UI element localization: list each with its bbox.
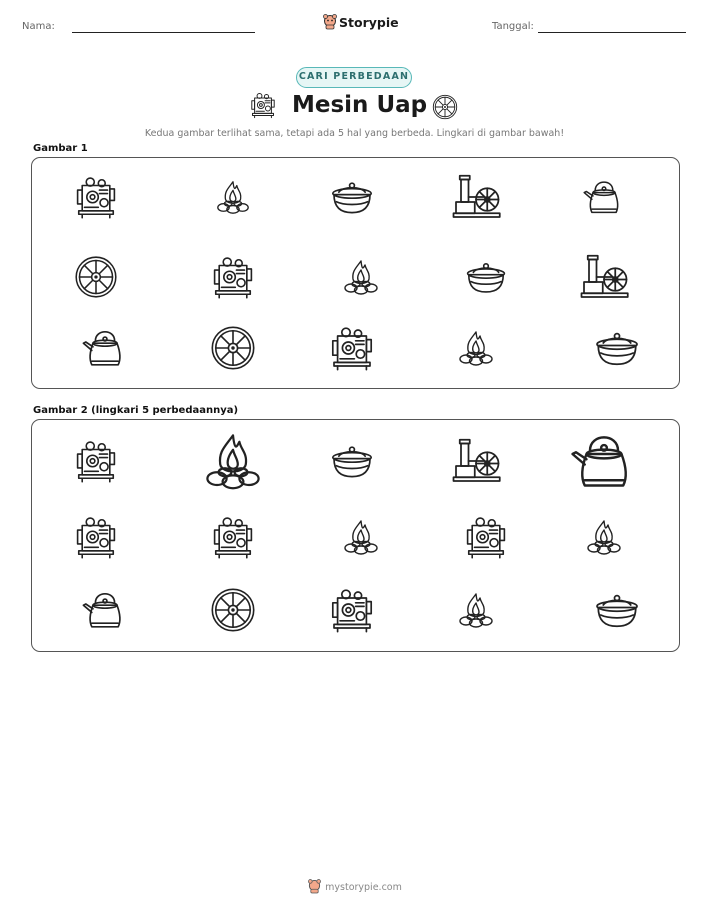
storypie-logo-icon (323, 14, 337, 30)
machine-icon (328, 324, 376, 372)
wheel-icon[interactable] (210, 587, 256, 633)
fire-icon (456, 328, 496, 368)
kettle-icon (582, 175, 626, 219)
steam-machine-icon (249, 91, 277, 119)
machine-icon[interactable] (328, 586, 376, 634)
name-field-line[interactable] (72, 32, 255, 33)
pot-icon (328, 173, 376, 221)
pot-icon (463, 254, 509, 300)
machine-icon[interactable] (73, 514, 119, 560)
wheel-icon (210, 325, 256, 371)
machine-icon[interactable] (210, 514, 256, 560)
page-title: Mesin Uap (292, 92, 428, 118)
date-label: Tanggal: (492, 21, 534, 32)
engine-icon[interactable] (451, 436, 501, 486)
engine-icon (451, 172, 501, 222)
machine-icon[interactable] (463, 514, 509, 560)
pot-icon[interactable] (328, 437, 376, 485)
fire-icon[interactable] (456, 590, 496, 630)
section1-label: Gambar 1 (33, 143, 88, 154)
date-field-line[interactable] (538, 32, 686, 33)
machine-icon (210, 254, 256, 300)
wheel-icon (432, 94, 458, 120)
brand-name: Storypie (339, 15, 399, 30)
engine-icon (579, 252, 629, 302)
section2-label: Gambar 2 (lingkari 5 perbedaannya) (33, 405, 239, 416)
fire-icon (341, 257, 381, 297)
instructions: Kedua gambar terlihat sama, tetapi ada 5 hal yang berbeda. Lingkari di gambar bawah! (144, 128, 565, 139)
worksheet-type-badge: CARI PERBEDAAN (296, 67, 412, 88)
fire-icon[interactable] (201, 429, 265, 493)
fire-icon[interactable] (341, 517, 381, 557)
pot-icon[interactable] (592, 585, 642, 635)
wheel-icon (74, 255, 118, 299)
fire-icon (214, 178, 252, 216)
kettle-icon[interactable] (569, 426, 639, 496)
kettle-icon[interactable] (81, 586, 129, 634)
pot-icon (592, 323, 642, 373)
name-label: Nama: (22, 21, 55, 32)
footer-url: mystorypie.com (325, 882, 402, 893)
machine-icon[interactable] (73, 438, 119, 484)
kettle-icon (81, 324, 129, 372)
machine-icon (73, 174, 119, 220)
fire-icon[interactable] (584, 517, 624, 557)
